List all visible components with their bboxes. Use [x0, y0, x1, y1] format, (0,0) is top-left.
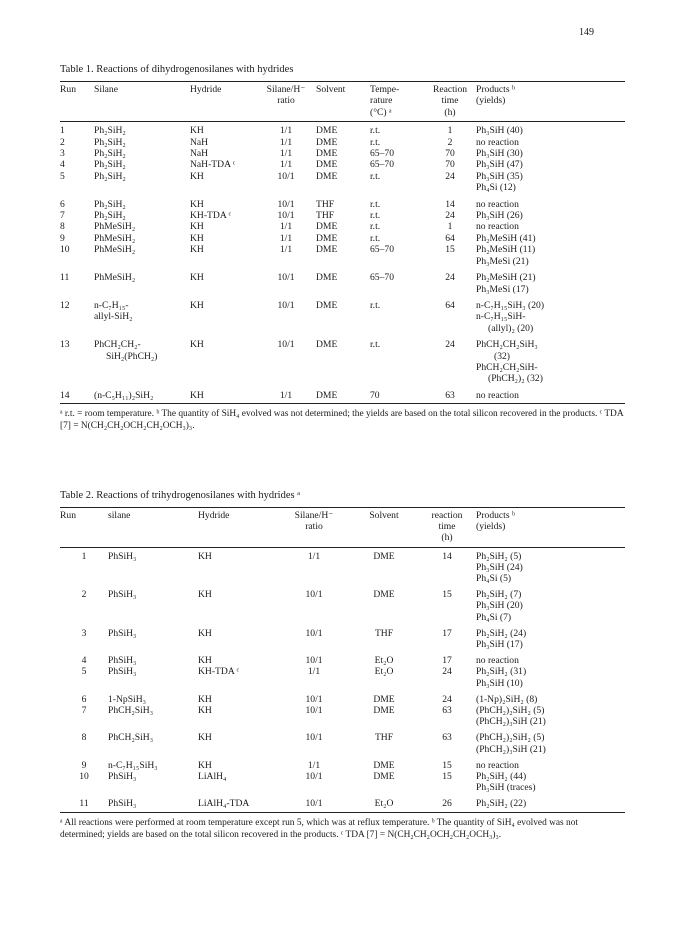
table-row: 11 PhMeSiH₂ KH 10/1 DME 65–70 24 Ph₂MeSiH (21) Ph₃MeSi (17) — [60, 272, 536, 295]
header-ratio: Silane/H⁻ ratio — [278, 508, 350, 547]
table-2-footnote: ᵃ All reactions were performed at room temperature except run 5, which was at reflux temperature. ᵇ The quantity of SiH₄ evolved was not determined; yields are based on the total silicon recovered in the products. ᶜ TDA [7] = N(CH₂CH₂OCH₂CH₂OCH₃)₃. — [60, 817, 579, 840]
header-products: Products ᵇ (yields) — [476, 82, 625, 122]
table-row: 7 PhCH₂SiH₃ KH 10/1 DME 63 (PhCH₂)₂SiH₂ (5) (PhCH₂)₃SiH (21) — [81, 705, 546, 728]
table-1-footnote: ᵃ r.t. = room temperature. ᵇ The quantity of SiH₄ evolved was not determined; the yields are based on the total silicon recovered in the products. ᶜ TDA [7] = N(CH₂CH₂OCH₂CH₂OCH₃)₃. — [60, 409, 624, 432]
header-solvent: Solvent — [350, 508, 418, 547]
table-2-caption: Table 2. Reactions of trihydrogenosilanes with hydrides ᵃ — [60, 490, 301, 501]
table-row: 8 PhCH₂SiH₃ KH 10/1 THF 63 (PhCH₂)₂SiH₂ (5) (PhCH₂)₃SiH (21) — [81, 732, 546, 755]
table-row: 8 PhMeSiH₂ KH 1/1 DME r.t. 1 no reaction — [60, 221, 519, 233]
header-silane: Silane — [94, 82, 190, 122]
table-1-caption: Table 1. Reactions of dihydrogenosilanes with hydrides — [60, 64, 294, 75]
table-row: 12 n-C₇H₁₅- allyl-SiH₂ KH 10/1 DME r.t. 64 n-C₇H₁₅SiH₃ (20) n-C₇H₁₅SiH- (allyl)₂ (20) — [60, 299, 545, 334]
table-1-body — [60, 122, 625, 404]
table-row: 3 Ph₂SiH₂ NaH 1/1 DME 65–70 70 Ph₃SiH (30) — [60, 148, 523, 160]
table-row: 11 PhSiH₃ LiAlH₄-TDA 10/1 Et₂O 26 Ph₂SiH₂ (22) — [60, 793, 625, 812]
header-products: Products ᵇ (yields) — [476, 508, 625, 547]
table-row: 6 1-NpSiH₃ KH 10/1 DME 24 (1-Np)₂SiH₂ (8) — [81, 693, 538, 705]
table-row: 9 n-C₇H₁₅SiH₃ KH 1/1 DME 15 no reaction — [81, 759, 519, 771]
table-2-header-row — [60, 508, 625, 547]
table-row: 13 PhCH₂CH₂- SiH₂(PhCH₂) KH 10/1 DME r.t. 24 PhCH₂CH₂SiH₃ (32) PhCH₂CH₂SiH- (PhCH₂)₂ (32) — [60, 339, 543, 385]
table-1-header-row — [60, 82, 625, 122]
header-time: reaction time (h) — [418, 508, 476, 547]
header-temperature: Tempe- rature (°C) ᵃ — [370, 82, 424, 122]
table-row: 4 Ph₂SiH₂ NaH-TDA ᶜ 1/1 DME 65–70 70 Ph₃SiH (47) — [60, 159, 523, 171]
header-hydride: Hydride — [198, 508, 278, 547]
table-row: 6 Ph₂SiH₂ KH 10/1 THF r.t. 14 no reaction — [60, 198, 519, 210]
table-row: 4 PhSiH₃ KH 10/1 Et₂O 17 no reaction — [81, 655, 519, 667]
table-row: 2 PhSiH₃ KH 10/1 DME 15 Ph₂SiH₂ (7) Ph₃SiH (20) Ph₄Si (7) — [81, 589, 523, 623]
table-row: 9 PhMeSiH₂ KH 1/1 DME r.t. 64 Ph₂MeSiH (41) — [60, 232, 536, 244]
table-1-grid — [60, 82, 625, 404]
header-hydride: Hydride — [190, 82, 256, 122]
table-1 — [60, 64, 625, 432]
header-silane: silane — [108, 508, 198, 547]
header-time: Reaction time (h) — [424, 82, 476, 122]
table-row: 5 PhSiH₃ KH-TDA ᶜ 1/1 Et₂O 24 Ph₂SiH₂ (31) Ph₃SiH (10) — [81, 666, 527, 689]
table-2 — [60, 490, 625, 841]
header-run: Run — [60, 508, 108, 547]
table-2-body — [60, 547, 625, 812]
header-solvent: Solvent — [316, 82, 370, 122]
table-row: 7 Ph₂SiH₂ KH-TDA ᶜ 10/1 THF r.t. 24 Ph₃SiH (26) — [60, 210, 523, 222]
table-row: 5 Ph₂SiH₂ KH 10/1 DME r.t. 24 Ph₃SiH (35) Ph₄Si (12) — [60, 170, 523, 194]
table-row: 1 PhSiH₃ KH 1/1 DME 14 Ph₂SiH₂ (5) Ph₃SiH (24) Ph₄Si (5) — [81, 550, 523, 585]
table-row: 10 PhSiH₃ LiAlH₄ 10/1 DME 15 Ph₂SiH₂ (44) Ph₃SiH (traces) — [79, 771, 536, 794]
table-row: 14 (n-C₅H₁₁)₂SiH₂ KH 1/1 DME 70 63 no reaction — [60, 385, 625, 404]
table-row: 1 Ph₂SiH₂ KH 1/1 DME r.t. 1 Ph₃SiH (40) — [60, 125, 523, 137]
table-row: 2 Ph₂SiH₂ NaH 1/1 DME r.t. 2 no reaction — [60, 136, 519, 148]
header-ratio: Silane/H⁻ ratio — [256, 82, 316, 122]
table-row: 3 PhSiH₃ KH 10/1 THF 17 Ph₂SiH₂ (24) Ph₃SiH (17) — [81, 627, 527, 651]
page-number: 149 — [579, 27, 594, 38]
table-row: 10 PhMeSiH₂ KH 1/1 DME 65–70 15 Ph₂MeSiH (11) Ph₃MeSi (21) — [60, 244, 536, 267]
table-2-grid — [60, 508, 625, 813]
header-run: Run — [60, 82, 94, 122]
